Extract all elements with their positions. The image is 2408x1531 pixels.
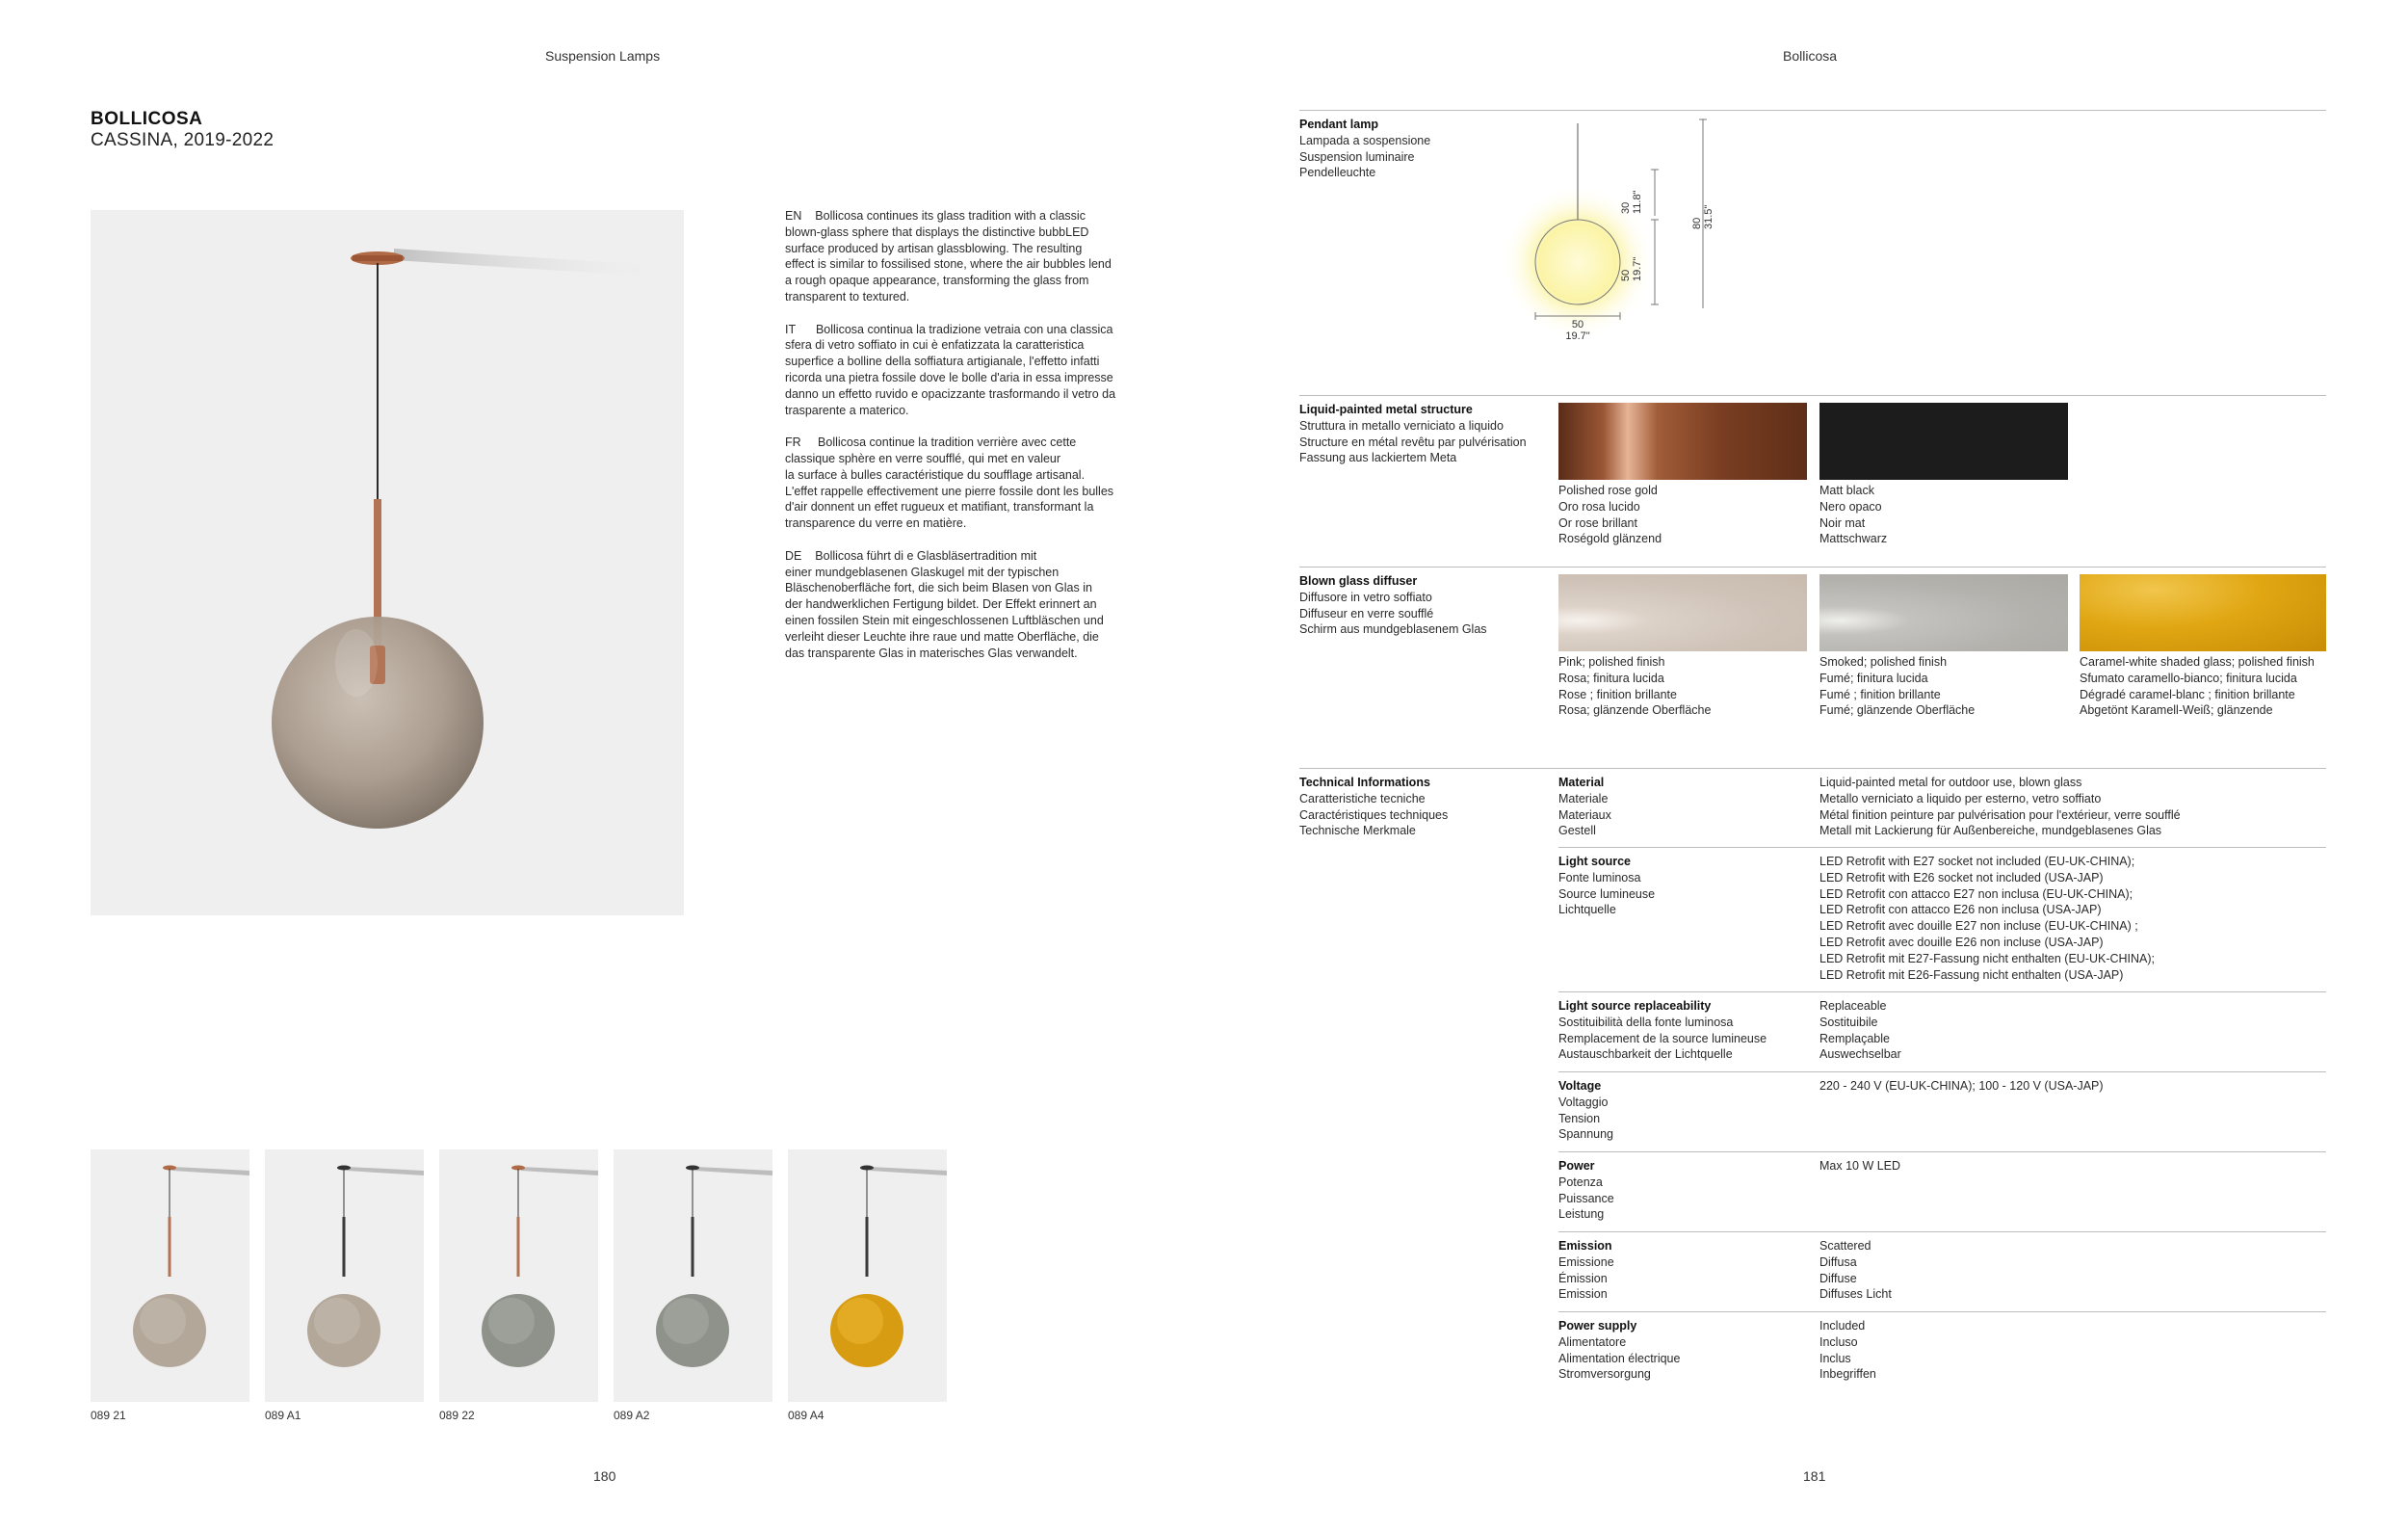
variant-thumbnail-4 — [614, 1149, 772, 1402]
section-heading: Liquid-painted metal structure — [1299, 403, 1473, 416]
divider — [1558, 1151, 2326, 1152]
tech-value: Incluso — [1819, 1334, 1858, 1349]
tech-value: Metall mit Lackierung für Außenbereiche, mundgeblasenes Glas — [1819, 824, 2162, 838]
finish-label: Fumé ; finition brillante — [1819, 687, 1941, 701]
divider — [1558, 1311, 2326, 1312]
variant-code-3: 089 22 — [439, 1409, 475, 1422]
dim-value: 19.7" — [1565, 330, 1590, 342]
running-head-right: Bollicosa — [1783, 48, 1838, 64]
paragraph-line: Bollicosa continues its glass tradition with a classic — [815, 209, 1086, 223]
tech-label: Materiale — [1558, 791, 1609, 805]
tech-value: Scattered — [1819, 1239, 1871, 1253]
paragraph-line: d'air donnent un effet rugueux et matifiant, transformant la — [785, 500, 1094, 515]
finish-label: Fumé; glänzende Oberfläche — [1819, 703, 1976, 718]
tech-label: Potenza — [1558, 1175, 1603, 1189]
finish-label: Sfumato caramello-bianco; finitura lucida — [2080, 671, 2297, 685]
lang-code-it: IT — [785, 322, 797, 336]
variant-thumbnail-1 — [91, 1149, 249, 1402]
paragraph-line: surface produced by artisan glassblowing. The resulting — [785, 241, 1083, 255]
section-label: Technische Merkmale — [1299, 824, 1416, 838]
tech-label: Puissance — [1558, 1191, 1614, 1205]
finish-label: Nero opaco — [1819, 499, 1882, 514]
paragraph-line: verleiht dieser Leuchte ihre raue und matte Oberfläche, die — [785, 629, 1099, 644]
tech-value: Inclus — [1819, 1351, 1851, 1365]
paragraph-line: superfice a bolline della soffiatura artigianale, l'effetto infatti — [785, 355, 1100, 369]
tech-label-heading: Light source replaceability — [1558, 999, 1712, 1013]
tech-label: Lichtquelle — [1558, 903, 1616, 917]
tech-value: LED Retrofit con attacco E26 non inclusa (USA-JAP) — [1819, 903, 2102, 917]
description-fr — [785, 435, 1132, 532]
tech-label-heading: Material — [1558, 776, 1605, 789]
divider — [1299, 567, 2326, 568]
tech-label: Stromversorgung — [1558, 1367, 1651, 1382]
paragraph-line: einen fossilen Stein mit eingeschlossenen Luftbläschen und — [785, 613, 1104, 627]
structure-labels — [1299, 402, 1527, 466]
tech-label-material — [1558, 775, 1611, 839]
finish-label: Oro rosa lucido — [1558, 499, 1640, 514]
dim-value: 50 — [1571, 319, 1584, 330]
paragraph-line: Bläschenoberfläche fort, die sich beim Blasen von Glas in — [785, 581, 1092, 595]
finish-label: Rosa; glänzende Oberfläche — [1558, 703, 1712, 718]
divider — [1558, 847, 2326, 848]
paragraph-line: der handwerklichen Fertigung bildet. Der Effekt erinnert an — [785, 597, 1097, 612]
variant-code-1: 089 21 — [91, 1409, 126, 1422]
tech-label: Materiaux — [1558, 807, 1611, 822]
tech-label: Sostituibilità della fonte luminosa — [1558, 1015, 1734, 1029]
finish-label: Rosa; finitura lucida — [1558, 671, 1664, 685]
tech-value: Auswechselbar — [1819, 1047, 1901, 1062]
tech-value: Sostituibile — [1819, 1015, 1878, 1029]
running-head-left: Suspension Lamps — [545, 48, 661, 64]
tech-label: Fonte luminosa — [1558, 870, 1641, 884]
finish-label: Smoked; polished finish — [1819, 655, 1948, 669]
paragraph-line: trasparente a materico. — [785, 403, 909, 417]
swatch-matt-black — [1819, 403, 2068, 480]
variant-code-2: 089 A1 — [265, 1409, 301, 1422]
dim-value: 50 — [1620, 269, 1632, 281]
tech-label: Spannung — [1558, 1127, 1614, 1142]
divider — [1299, 768, 2326, 769]
lang-code-fr: FR — [785, 436, 801, 450]
paragraph-line: sfera di vetro soffiato in cui è enfatizzata la caratteristica — [785, 338, 1085, 353]
finish-label: Abgetönt Karamell-Weiß; glänzende — [2080, 703, 2273, 718]
tech-value: Replaceable — [1819, 999, 1887, 1013]
tech-label: Remplacement de la source lumineuse — [1558, 1031, 1767, 1045]
tech-value: LED Retrofit mit E27-Fassung nicht enthalten (EU-UK-CHINA); — [1819, 951, 2156, 965]
description-text — [785, 208, 1132, 661]
finish-label: Caramel-white shaded glass; polished finish — [2080, 655, 2315, 669]
lang-code-de: DE — [785, 548, 802, 563]
tech-value-emission — [1819, 1238, 1892, 1303]
hero-lamp-photo — [91, 210, 684, 915]
finish-label: Matt black — [1819, 484, 1874, 497]
divider — [1558, 1231, 2326, 1232]
section-heading: Technical Informations — [1299, 776, 1430, 789]
paragraph-line: L'effet rappelle effectivement une pierre fossile dont les bulles — [785, 484, 1114, 498]
dim-total — [1691, 205, 1714, 229]
hero-lamp-illustration — [91, 210, 684, 915]
tech-label-heading: Light source — [1558, 855, 1632, 868]
tech-value: LED Retrofit with E27 socket not included (EU-UK-CHINA); — [1819, 855, 2135, 868]
dim-drop — [1620, 191, 1643, 215]
description-it — [785, 322, 1132, 419]
section-label: Caractéristiques techniques — [1299, 807, 1449, 822]
tech-value: Included — [1819, 1319, 1866, 1333]
finish-smoked — [1819, 654, 1975, 719]
finish-label: Polished rose gold — [1558, 484, 1658, 497]
tech-label-power-supply — [1558, 1318, 1680, 1383]
section-label: Diffusore in vetro soffiato — [1299, 590, 1432, 604]
finish-rose-gold — [1558, 483, 1662, 547]
paragraph-line: einer mundgeblasenen Glaskugel mit der typischen — [785, 565, 1060, 579]
dimension-drawing — [1503, 116, 1734, 352]
tech-value: Max 10 W LED — [1819, 1159, 1901, 1173]
tech-value-voltage — [1819, 1078, 2104, 1095]
dim-width — [1560, 319, 1595, 342]
finish-caramel — [2080, 654, 2315, 719]
finish-label: Dégradé caramel-blanc ; finition brillante — [2080, 687, 2295, 701]
tech-value: Liquid-painted metal for outdoor use, blown glass — [1819, 776, 2082, 789]
paragraph-line: Bollicosa continua la tradizione vetraia con una classica — [815, 322, 1113, 336]
tech-value: LED Retrofit avec douille E26 non incluse (USA-JAP) — [1819, 935, 2104, 949]
finish-label: Fumé; finitura lucida — [1819, 671, 1928, 685]
tech-value: LED Retrofit mit E26-Fassung nicht enthalten (USA-JAP) — [1819, 967, 2124, 982]
section-label: Caratteristiche tecniche — [1299, 791, 1426, 805]
dim-value: 31.5" — [1703, 204, 1714, 229]
section-label: Diffuseur en verre soufflé — [1299, 606, 1434, 620]
tech-value: Métal finition peinture par pulvérisation pour l'extérieur, verre soufflé — [1819, 807, 2181, 822]
finish-label: Rose ; finition brillante — [1558, 687, 1677, 701]
swatch-caramel-glass — [2080, 574, 2326, 651]
section-heading: Pendant lamp — [1299, 118, 1378, 131]
divider — [1558, 1071, 2326, 1072]
paragraph-line: a rough opaque appearance, transforming the glass from — [785, 274, 1089, 288]
tech-label-heading: Emission — [1558, 1239, 1612, 1253]
tech-label-light-source — [1558, 854, 1655, 918]
variant-code-5: 089 A4 — [788, 1409, 824, 1422]
tech-label: Alimentatore — [1558, 1334, 1627, 1349]
paragraph-line: transparent to textured. — [785, 289, 910, 304]
paragraph-line: danno un effetto ruvido e opacizzante trasformando il vetro da — [785, 386, 1116, 401]
paragraph-line: effect is similar to fossilised stone, where the air bubbles lend — [785, 257, 1112, 272]
tech-value: 220 - 240 V (EU-UK-CHINA); 100 - 120 V (USA-JAP) — [1819, 1079, 2104, 1093]
lang-code-en: EN — [785, 209, 802, 223]
tech-value-material — [1819, 775, 2181, 839]
dim-value: 30 — [1620, 201, 1632, 214]
swatch-smoked-glass — [1819, 574, 2068, 651]
divider — [1558, 991, 2326, 992]
section-label: Pendelleuchte — [1299, 166, 1376, 180]
tech-value: LED Retrofit con attacco E27 non inclusa (EU-UK-CHINA); — [1819, 886, 2133, 901]
finish-pink — [1558, 654, 1711, 719]
dim-sphere — [1620, 257, 1643, 281]
paragraph-line: das transparente Glas in materisches Glas verwandelt. — [785, 646, 1078, 660]
tech-value-power-supply — [1819, 1318, 1876, 1383]
section-label: Lampada a sospensione — [1299, 133, 1431, 147]
section-label: Structure en métal revêtu par pulvérisation — [1299, 435, 1527, 449]
tech-value: Inbegriffen — [1819, 1367, 1876, 1382]
finish-label: Pink; polished finish — [1558, 655, 1665, 669]
dim-value: 19.7" — [1632, 256, 1643, 281]
tech-label: Leistung — [1558, 1207, 1605, 1222]
tech-value: Remplaçable — [1819, 1031, 1890, 1045]
finish-matt-black — [1819, 483, 1887, 547]
paragraph-line: Bollicosa continue la tradition verrière avec cette — [818, 436, 1077, 450]
variant-code-4: 089 A2 — [614, 1409, 650, 1422]
tech-value: LED Retrofit with E26 socket not included (USA-JAP) — [1819, 870, 2104, 884]
page-number-left: 180 — [593, 1468, 616, 1484]
swatch-rose-gold — [1558, 403, 1807, 480]
tech-value: LED Retrofit avec douille E27 non incluse (EU-UK-CHINA) ; — [1819, 919, 2138, 934]
tech-value: Diffuse — [1819, 1271, 1857, 1285]
dim-value: 11.8" — [1632, 190, 1643, 214]
paragraph-line: la surface à bulles caractéristique du soufflage artisanal. — [785, 467, 1086, 482]
description-de — [785, 548, 1132, 662]
finish-label: Or rose brillant — [1558, 515, 1637, 530]
divider — [1299, 395, 2326, 396]
finish-label: Noir mat — [1819, 515, 1866, 530]
tech-value: Metallo verniciato a liquido per esterno, vetro soffiato — [1819, 791, 2102, 805]
tech-label-heading: Power — [1558, 1159, 1595, 1173]
tech-value: Diffusa — [1819, 1254, 1857, 1269]
tech-label: Tension — [1558, 1111, 1601, 1125]
finish-label: Mattschwarz — [1819, 532, 1888, 546]
divider — [1299, 110, 2326, 111]
tech-label: Emission — [1558, 1287, 1608, 1302]
tech-value-light-source — [1819, 854, 2155, 983]
product-title: BOLLICOSA — [91, 109, 203, 129]
variant-thumbnail-5 — [788, 1149, 947, 1402]
diffuser-labels — [1299, 573, 1487, 638]
section-label: Schirm aus mundgeblasenem Glas — [1299, 622, 1487, 637]
tech-label-replaceability — [1558, 998, 1767, 1063]
tech-label: Gestell — [1558, 824, 1596, 838]
paragraph-line: ricorda una pietra fossile dove le bolle d'aria in essa impresse — [785, 370, 1113, 384]
section-label: Suspension luminaire — [1299, 149, 1415, 164]
tech-label: Émission — [1558, 1271, 1608, 1285]
tech-value-replaceability — [1819, 998, 1901, 1063]
tech-label: Emissione — [1558, 1254, 1614, 1269]
tech-value-power — [1819, 1158, 1900, 1175]
finish-label: Roségold glänzend — [1558, 532, 1662, 546]
tech-label-heading: Voltage — [1558, 1079, 1602, 1093]
product-subtitle: CASSINA, 2019-2022 — [91, 130, 275, 150]
tech-label-voltage — [1558, 1078, 1613, 1143]
swatch-pink-glass — [1558, 574, 1807, 651]
tech-label: Voltaggio — [1558, 1095, 1609, 1109]
tech-label: Source lumineuse — [1558, 886, 1656, 901]
technical-labels — [1299, 775, 1448, 839]
tech-label-heading: Power supply — [1558, 1319, 1637, 1333]
section-label: Fassung aus lackiertem Meta — [1299, 451, 1457, 465]
paragraph-line: Bollicosa führt di e Glasbläsertradition mit — [815, 548, 1037, 563]
paragraph-line: classique sphère en verre soufflé, qui met en valeur — [785, 451, 1061, 465]
variant-thumbnail-2 — [265, 1149, 424, 1402]
tech-label: Austauschbarkeit der Lichtquelle — [1558, 1047, 1733, 1062]
paragraph-line: transparence du verre en matière. — [785, 516, 967, 531]
dim-value: 80 — [1691, 217, 1703, 229]
tech-label-power — [1558, 1158, 1614, 1223]
paragraph-line: blown-glass sphere that displays the distinctive bubbLED — [785, 224, 1089, 239]
section-heading: Blown glass diffuser — [1299, 574, 1418, 588]
section-label: Struttura in metallo verniciato a liquido — [1299, 418, 1504, 433]
variant-thumbnail-3 — [439, 1149, 598, 1402]
pendant-labels — [1299, 117, 1430, 181]
tech-label-emission — [1558, 1238, 1614, 1303]
page-number-right: 181 — [1803, 1468, 1826, 1484]
description-en — [785, 208, 1132, 305]
tech-value: Diffuses Licht — [1819, 1287, 1892, 1302]
tech-label: Alimentation électrique — [1558, 1351, 1681, 1365]
